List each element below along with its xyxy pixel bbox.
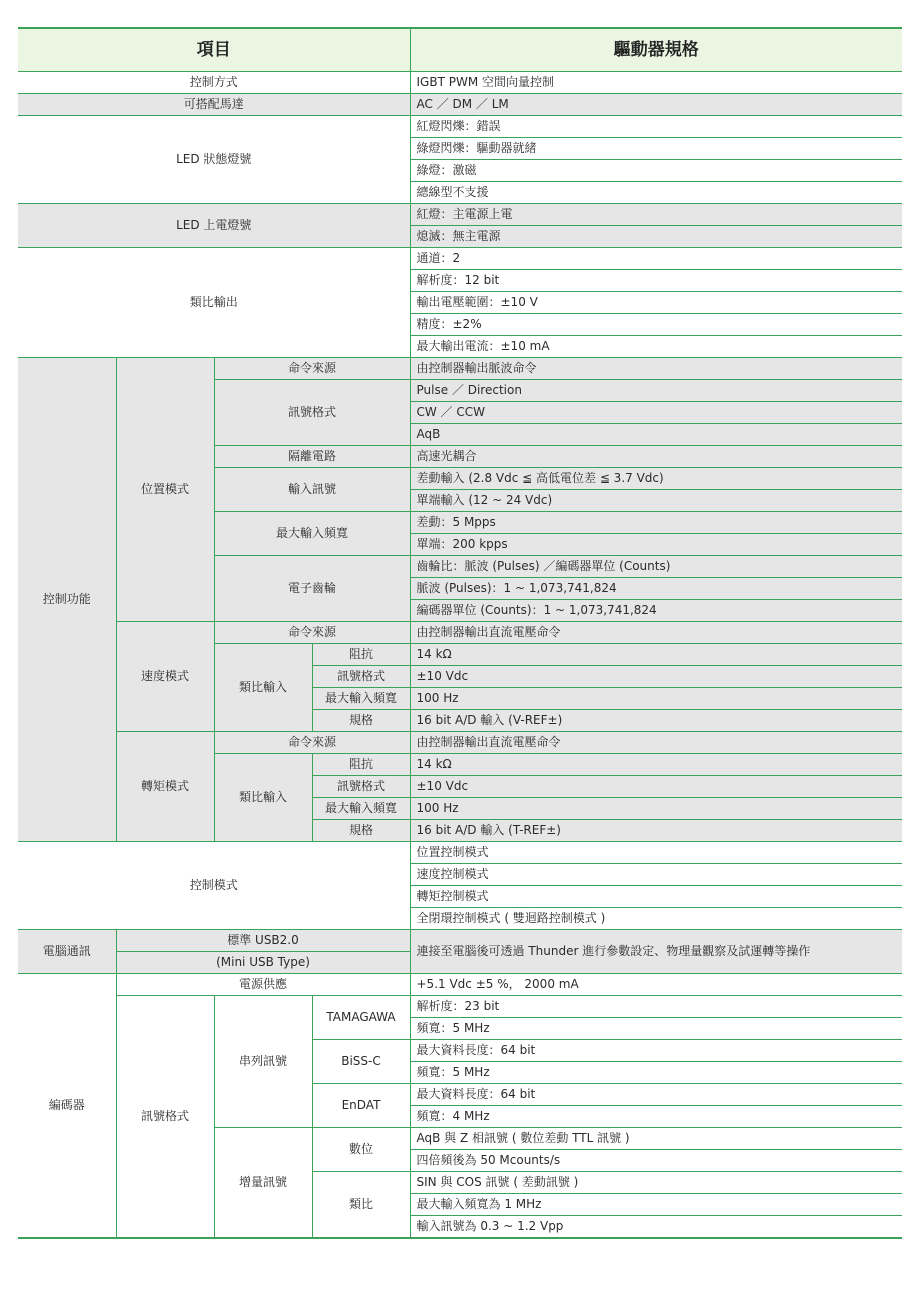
control-mode-value: 全閉環控制模式 ( 雙迴路控制模式 ): [410, 908, 902, 930]
control-mode-value: 位置控制模式: [410, 842, 902, 864]
enc-biss-label: BiSS-C: [312, 1040, 410, 1084]
header-item: 項目: [18, 28, 410, 72]
table-row: [18, 248, 902, 270]
pos-cmd-source-label: 命令來源: [214, 358, 410, 380]
pc-comm-sub2: (Mini USB Type): [116, 952, 410, 974]
pos-e-gear-label: 電子齒輪: [214, 556, 410, 622]
control-method-value: IGBT PWM 空間向量控制: [410, 72, 902, 94]
enc-analog-value: 最大輸入頻寬為 1 MHz: [410, 1194, 902, 1216]
led-power-value: 熄滅：無主電源: [410, 226, 902, 248]
enc-signal-format-label: 訊號格式: [116, 996, 214, 1239]
pc-comm-label: 電腦通訊: [18, 930, 116, 974]
tq-analog-row-value: ±10 Vdc: [410, 776, 902, 798]
pos-input-signal-label: 輸入訊號: [214, 468, 410, 512]
enc-digital-value: AqB 與 Z 相訊號 ( 數位差動 TTL 訊號 ): [410, 1128, 902, 1150]
table-row: [18, 732, 902, 754]
tq-analog-row-value: 14 kΩ: [410, 754, 902, 776]
spec-table: [18, 27, 902, 1239]
enc-serial-label: 串列訊號: [214, 996, 312, 1128]
enc-power-value: +5.1 Vdc ±5 %， 2000 mA: [410, 974, 902, 996]
pos-input-signal-value: 單端輸入 (12 ~ 24 Vdc): [410, 490, 902, 512]
tq-analog-row-label: 阻抗: [312, 754, 410, 776]
pos-max-bandwidth-value: 差動：5 Mpps: [410, 512, 902, 534]
tq-analog-row-label: 訊號格式: [312, 776, 410, 798]
vel-analog-row-label: 訊號格式: [312, 666, 410, 688]
pos-e-gear-value: 脈波 (Pulses)：1 ~ 1,073,741,824: [410, 578, 902, 600]
vel-analog-row-value: 100 Hz: [410, 688, 902, 710]
enc-power-label: 電源供應: [116, 974, 410, 996]
led-status-label: LED 狀態燈號: [18, 116, 410, 204]
pos-signal-format-value: AqB: [410, 424, 902, 446]
analog-out-value: 最大輸出電流：±10 mA: [410, 336, 902, 358]
tq-analog-input-label: 類比輸入: [214, 754, 312, 842]
header-spec: 驅動器規格: [410, 28, 902, 72]
led-status-value: 綠燈：激磁: [410, 160, 902, 182]
table-row: [18, 358, 902, 380]
control-mode-value: 速度控制模式: [410, 864, 902, 886]
enc-analog-value: 輸入訊號為 0.3 ~ 1.2 Vpp: [410, 1216, 902, 1239]
led-power-label: LED 上電燈號: [18, 204, 410, 248]
enc-analog-label: 類比: [312, 1172, 410, 1239]
vel-cmd-source-value: 由控制器輸出直流電壓命令: [410, 622, 902, 644]
pos-e-gear-value: 編碼器單位 (Counts)：1 ~ 1,073,741,824: [410, 600, 902, 622]
vel-analog-row-value: ±10 Vdc: [410, 666, 902, 688]
pos-e-gear-value: 齒輪比：脈波 (Pulses) ／編碼器單位 (Counts): [410, 556, 902, 578]
enc-digital-label: 數位: [312, 1128, 410, 1172]
pos-max-bandwidth-value: 單端：200 kpps: [410, 534, 902, 556]
table-row: [18, 974, 902, 996]
torque-mode-label: 轉矩模式: [116, 732, 214, 842]
pos-isolation-label: 隔離電路: [214, 446, 410, 468]
enc-endat-label: EnDAT: [312, 1084, 410, 1128]
table-row: [18, 842, 902, 864]
pos-signal-format-value: CW ／ CCW: [410, 402, 902, 424]
enc-tamagawa-value: 解析度：23 bit: [410, 996, 902, 1018]
enc-biss-value: 頻寬：5 MHz: [410, 1062, 902, 1084]
pos-max-bandwidth-label: 最大輸入頻寬: [214, 512, 410, 556]
pos-cmd-source-value: 由控制器輸出脈波命令: [410, 358, 902, 380]
tq-analog-row-label: 最大輸入頻寬: [312, 798, 410, 820]
led-status-value: 總線型不支援: [410, 182, 902, 204]
tq-analog-row-value: 100 Hz: [410, 798, 902, 820]
pc-comm-value: 連接至電腦後可透過 Thunder 進行參數設定、物理量觀察及試運轉等操作: [410, 930, 902, 974]
enc-biss-value: 最大資料長度：64 bit: [410, 1040, 902, 1062]
control-mode-value: 轉矩控制模式: [410, 886, 902, 908]
enc-endat-value: 最大資料長度：64 bit: [410, 1084, 902, 1106]
pc-comm-sub1: 標準 USB2.0: [116, 930, 410, 952]
table-row: [18, 622, 902, 644]
control-function-label: 控制功能: [18, 358, 116, 842]
motors-value: AC ／ DM ／ LM: [410, 94, 902, 116]
vel-analog-row-value: 14 kΩ: [410, 644, 902, 666]
table-row: [18, 996, 902, 1018]
table-row: [18, 930, 902, 952]
tq-analog-row-value: 16 bit A/D 輸入 (T-REF±): [410, 820, 902, 842]
led-status-value: 紅燈閃爍：錯誤: [410, 116, 902, 138]
control-mode-label: 控制模式: [18, 842, 410, 930]
table-header: [18, 28, 902, 72]
analog-out-value: 輸出電壓範圍：±10 V: [410, 292, 902, 314]
enc-endat-value: 頻寬：4 MHz: [410, 1106, 902, 1128]
enc-tamagawa-label: TAMAGAWA: [312, 996, 410, 1040]
analog-out-label: 類比輸出: [18, 248, 410, 358]
analog-out-value: 精度：±2%: [410, 314, 902, 336]
analog-out-value: 解析度：12 bit: [410, 270, 902, 292]
analog-out-value: 通道：2: [410, 248, 902, 270]
pos-signal-format-value: Pulse ／ Direction: [410, 380, 902, 402]
tq-analog-row-label: 規格: [312, 820, 410, 842]
led-status-value: 綠燈閃爍：驅動器就緒: [410, 138, 902, 160]
vel-analog-row-label: 最大輸入頻寬: [312, 688, 410, 710]
pos-input-signal-value: 差動輸入 (2.8 Vdc ≦ 高低電位差 ≦ 3.7 Vdc): [410, 468, 902, 490]
table-row: [18, 72, 902, 94]
tq-cmd-source-value: 由控制器輸出直流電壓命令: [410, 732, 902, 754]
led-power-value: 紅燈：主電源上電: [410, 204, 902, 226]
vel-analog-row-label: 阻抗: [312, 644, 410, 666]
enc-incremental-label: 增量訊號: [214, 1128, 312, 1239]
pos-isolation-value: 高速光耦合: [410, 446, 902, 468]
pos-signal-format-label: 訊號格式: [214, 380, 410, 446]
vel-analog-row-label: 規格: [312, 710, 410, 732]
enc-analog-value: SIN 與 COS 訊號 ( 差動訊號 ): [410, 1172, 902, 1194]
velocity-mode-label: 速度模式: [116, 622, 214, 732]
table-row: [18, 204, 902, 226]
position-mode-label: 位置模式: [116, 358, 214, 622]
tq-cmd-source-label: 命令來源: [214, 732, 410, 754]
vel-analog-row-value: 16 bit A/D 輸入 (V-REF±): [410, 710, 902, 732]
motors-label: 可搭配馬達: [18, 94, 410, 116]
enc-digital-value: 四倍頻後為 50 Mcounts/s: [410, 1150, 902, 1172]
control-method-label: 控制方式: [18, 72, 410, 94]
encoder-label: 編碼器: [18, 974, 116, 1239]
table-row: [18, 116, 902, 138]
vel-cmd-source-label: 命令來源: [214, 622, 410, 644]
enc-tamagawa-value: 頻寬：5 MHz: [410, 1018, 902, 1040]
vel-analog-input-label: 類比輸入: [214, 644, 312, 732]
table-row: [18, 94, 902, 116]
